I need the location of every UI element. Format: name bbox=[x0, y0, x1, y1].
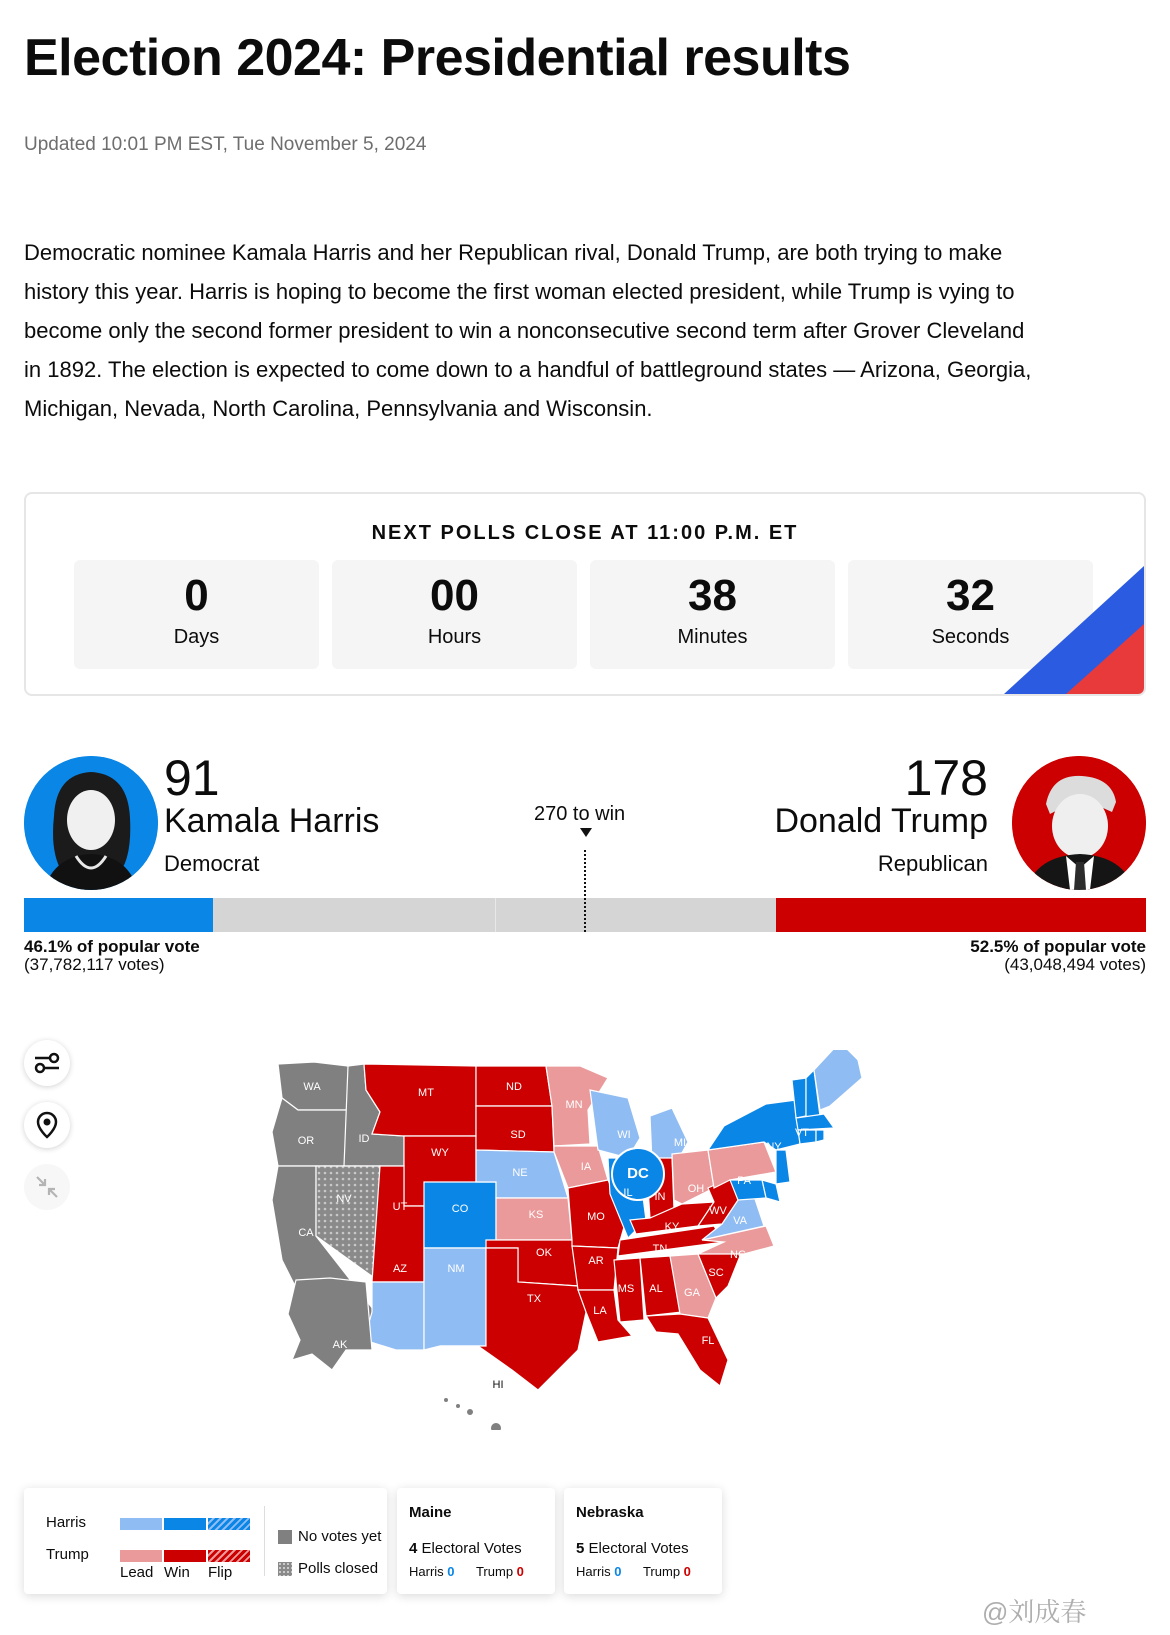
270-line bbox=[584, 850, 586, 932]
label-me: ME bbox=[829, 1115, 847, 1127]
label-sc: SC bbox=[708, 1267, 724, 1279]
label-mt: MT bbox=[418, 1087, 434, 1099]
label-wy: WY bbox=[431, 1147, 449, 1159]
label-nh: NH bbox=[810, 1141, 826, 1153]
map-pin-icon bbox=[36, 1111, 58, 1139]
maine-ev-text: Electoral Votes bbox=[421, 1540, 522, 1557]
label-ri: RI bbox=[810, 1169, 822, 1181]
nebraska-card[interactable] bbox=[564, 1488, 722, 1594]
stripe-decoration bbox=[1004, 544, 1144, 694]
label-de: DE bbox=[766, 1203, 782, 1215]
legend-divider bbox=[264, 1506, 265, 1576]
state-oh[interactable] bbox=[672, 1150, 714, 1204]
harris-name: Kamala Harris bbox=[164, 802, 380, 840]
electoral-vote-bar bbox=[24, 898, 1146, 932]
legend-no-votes-label: No votes yet bbox=[298, 1528, 382, 1545]
label-wa: WA bbox=[303, 1081, 321, 1093]
label-ca: CA bbox=[298, 1227, 314, 1239]
countdown-value: 38 bbox=[688, 571, 737, 620]
state-ny[interactable] bbox=[708, 1100, 800, 1150]
label-oh: OH bbox=[687, 1183, 705, 1195]
label-hi: HI bbox=[492, 1379, 504, 1391]
state-hi-island[interactable] bbox=[444, 1398, 448, 1402]
legend-polls-closed-swatch bbox=[278, 1562, 292, 1576]
label-mn: MN bbox=[565, 1099, 583, 1111]
collapse-arrows-icon bbox=[34, 1174, 60, 1200]
maine-trump-value: 0 bbox=[516, 1564, 524, 1579]
watermark: @刘成春 bbox=[982, 1597, 1087, 1627]
legend-trump-flip-swatch bbox=[208, 1550, 250, 1562]
nebraska-votes bbox=[576, 1564, 691, 1579]
harris-party: Democrat bbox=[164, 851, 260, 876]
label-ny: NY bbox=[766, 1141, 782, 1153]
label-ar: AR bbox=[588, 1255, 604, 1267]
trump-electoral-votes: 178 bbox=[904, 750, 988, 806]
countdown-hours bbox=[332, 560, 577, 669]
nebraska-trump-value: 0 bbox=[683, 1564, 691, 1579]
label-ok: OK bbox=[536, 1247, 552, 1259]
state-hi-island[interactable] bbox=[467, 1409, 473, 1415]
bar-midpoint bbox=[495, 898, 496, 932]
state-co[interactable] bbox=[424, 1182, 496, 1248]
label-sd: SD bbox=[510, 1129, 526, 1141]
label-va: VA bbox=[733, 1215, 747, 1227]
legend-win-label: Win bbox=[164, 1564, 190, 1581]
harris-avatar bbox=[24, 756, 158, 890]
nebraska-ev-number: 5 bbox=[576, 1540, 585, 1557]
label-mi: MI bbox=[673, 1137, 687, 1149]
label-wv: WV bbox=[709, 1205, 727, 1217]
legend-lead-label: Lead bbox=[120, 1564, 154, 1581]
harris-popular-votes: (37,782,117 votes) bbox=[24, 955, 165, 974]
maine-harris-label: Harris bbox=[409, 1564, 444, 1579]
label-wi: WI bbox=[617, 1129, 631, 1141]
label-az: AZ bbox=[392, 1263, 408, 1275]
label-tn: TN bbox=[652, 1243, 668, 1255]
label-ia: IA bbox=[580, 1161, 592, 1173]
label-ks: KS bbox=[528, 1209, 544, 1221]
trump-name: Donald Trump bbox=[774, 802, 988, 840]
trump-popular-vote bbox=[970, 938, 1146, 974]
legend-harris-win-swatch bbox=[164, 1518, 206, 1530]
page-title: Election 2024: Presidential results bbox=[24, 29, 851, 87]
label-mo: MO bbox=[587, 1211, 605, 1223]
nebraska-trump-label: Trump bbox=[642, 1564, 681, 1579]
state-ar[interactable] bbox=[572, 1246, 618, 1290]
nebraska-ev-text: Electoral Votes bbox=[588, 1540, 689, 1557]
label-al: AL bbox=[649, 1283, 663, 1295]
legend-no-votes-swatch bbox=[278, 1530, 292, 1544]
updated-timestamp: Updated 10:01 PM EST, Tue November 5, 2024 bbox=[24, 134, 427, 155]
legend-harris-lead-swatch bbox=[120, 1518, 162, 1530]
legend-polls-closed-label: Polls closed bbox=[298, 1560, 379, 1577]
maine-title: Maine bbox=[409, 1504, 452, 1521]
us-electoral-map[interactable] bbox=[268, 1050, 892, 1430]
countdown-value: 0 bbox=[184, 571, 209, 620]
countdown-value: 00 bbox=[430, 571, 479, 620]
label-vt: VT bbox=[794, 1127, 810, 1139]
maine-votes bbox=[409, 1564, 524, 1579]
label-pa: PA bbox=[737, 1175, 751, 1187]
label-dc: DC bbox=[627, 1165, 649, 1182]
trump-popular-pct: 52.5% of popular vote bbox=[970, 937, 1146, 956]
harris-popular-pct: 46.1% of popular vote bbox=[24, 937, 200, 956]
state-ak[interactable] bbox=[288, 1278, 372, 1370]
legend-trump-win-swatch bbox=[164, 1550, 206, 1562]
trump-popular-votes: (43,048,494 votes) bbox=[1004, 955, 1146, 974]
label-fl: FL bbox=[701, 1335, 715, 1347]
legend-trump-label: Trump bbox=[46, 1546, 89, 1563]
label-ma: MA bbox=[801, 1155, 819, 1167]
label-or: OR bbox=[297, 1135, 315, 1147]
label-ms: MS bbox=[617, 1283, 635, 1295]
poll-countdown bbox=[24, 492, 1146, 696]
label-tx: TX bbox=[526, 1293, 542, 1305]
label-ky: KY bbox=[664, 1221, 680, 1233]
state-mt[interactable] bbox=[364, 1064, 476, 1136]
state-nj[interactable] bbox=[776, 1150, 790, 1184]
harris-electoral-votes: 91 bbox=[164, 750, 220, 806]
nebraska-title: Nebraska bbox=[576, 1504, 644, 1521]
countdown-unit: Days bbox=[173, 626, 220, 648]
label-nc: NC bbox=[730, 1249, 746, 1261]
state-az[interactable] bbox=[364, 1282, 424, 1350]
sliders-icon bbox=[33, 1052, 61, 1074]
nebraska-electoral-votes bbox=[576, 1540, 689, 1557]
harris-popular-vote bbox=[24, 938, 200, 974]
intro-paragraph: Democratic nominee Kamala Harris and her Republican rival, Donald Trump, are both trying to make history this year. Harris is hoping to become the first woman elected president, while Trump is vying to become only the second former president to win a nonconsecutive second term after Grover Cleveland in 1892. The election is expected to come down to a handful of battleground states — Arizona, Georgia, Michigan, Nevada, North Carolina, Pennsylvania and Wisconsin. bbox=[24, 240, 1032, 421]
maine-card[interactable] bbox=[397, 1488, 555, 1594]
trump-bar-fill bbox=[776, 898, 1146, 932]
harris-bar-fill bbox=[24, 898, 213, 932]
maine-trump-label: Trump bbox=[475, 1564, 514, 1579]
countdown-heading: NEXT POLLS CLOSE AT 11:00 P.M. ET bbox=[371, 522, 799, 544]
label-nd: ND bbox=[506, 1081, 522, 1093]
state-hi-island[interactable] bbox=[456, 1404, 460, 1408]
countdown-unit: Seconds bbox=[931, 626, 1010, 648]
label-ne: NE bbox=[512, 1167, 528, 1179]
label-nv: NV bbox=[336, 1193, 352, 1205]
legend-harris-label: Harris bbox=[46, 1514, 86, 1531]
state-me[interactable] bbox=[814, 1050, 862, 1110]
maine-ev-number: 4 bbox=[409, 1540, 418, 1557]
maine-harris-value: 0 bbox=[447, 1564, 455, 1579]
label-nm: NM bbox=[447, 1263, 465, 1275]
countdown-minutes bbox=[590, 560, 835, 669]
label-ga: GA bbox=[684, 1287, 700, 1299]
countdown-unit: Minutes bbox=[677, 626, 748, 648]
countdown-value: 32 bbox=[946, 571, 995, 620]
to-win-marker-icon bbox=[580, 828, 592, 837]
label-ut: UT bbox=[392, 1201, 408, 1213]
label-la: LA bbox=[593, 1305, 607, 1317]
maine-electoral-votes bbox=[409, 1540, 522, 1557]
legend-flip-label: Flip bbox=[208, 1564, 233, 1581]
countdown-unit: Hours bbox=[427, 626, 482, 648]
filter-toggle-button[interactable] bbox=[24, 1040, 70, 1086]
label-id: ID bbox=[358, 1133, 370, 1145]
legend-trump-lead-swatch bbox=[120, 1550, 162, 1562]
countdown-days bbox=[74, 560, 319, 669]
location-button[interactable] bbox=[24, 1102, 70, 1148]
nebraska-harris-value: 0 bbox=[614, 1564, 622, 1579]
label-co: CO bbox=[451, 1203, 469, 1215]
collapse-button[interactable] bbox=[24, 1164, 70, 1210]
nebraska-harris-label: Harris bbox=[576, 1564, 611, 1579]
trump-avatar bbox=[1012, 756, 1146, 890]
label-nj: NJ bbox=[777, 1187, 791, 1199]
trump-party: Republican bbox=[877, 851, 988, 876]
to-win-label: 270 to win bbox=[534, 803, 626, 825]
label-ak: AK bbox=[332, 1339, 348, 1351]
label-il: IL bbox=[623, 1187, 633, 1199]
state-fl[interactable] bbox=[646, 1314, 728, 1386]
label-in: IN bbox=[654, 1191, 666, 1203]
map-legend bbox=[24, 1488, 387, 1594]
state-hi-island[interactable] bbox=[491, 1423, 501, 1430]
legend-harris-flip-swatch bbox=[208, 1518, 250, 1530]
